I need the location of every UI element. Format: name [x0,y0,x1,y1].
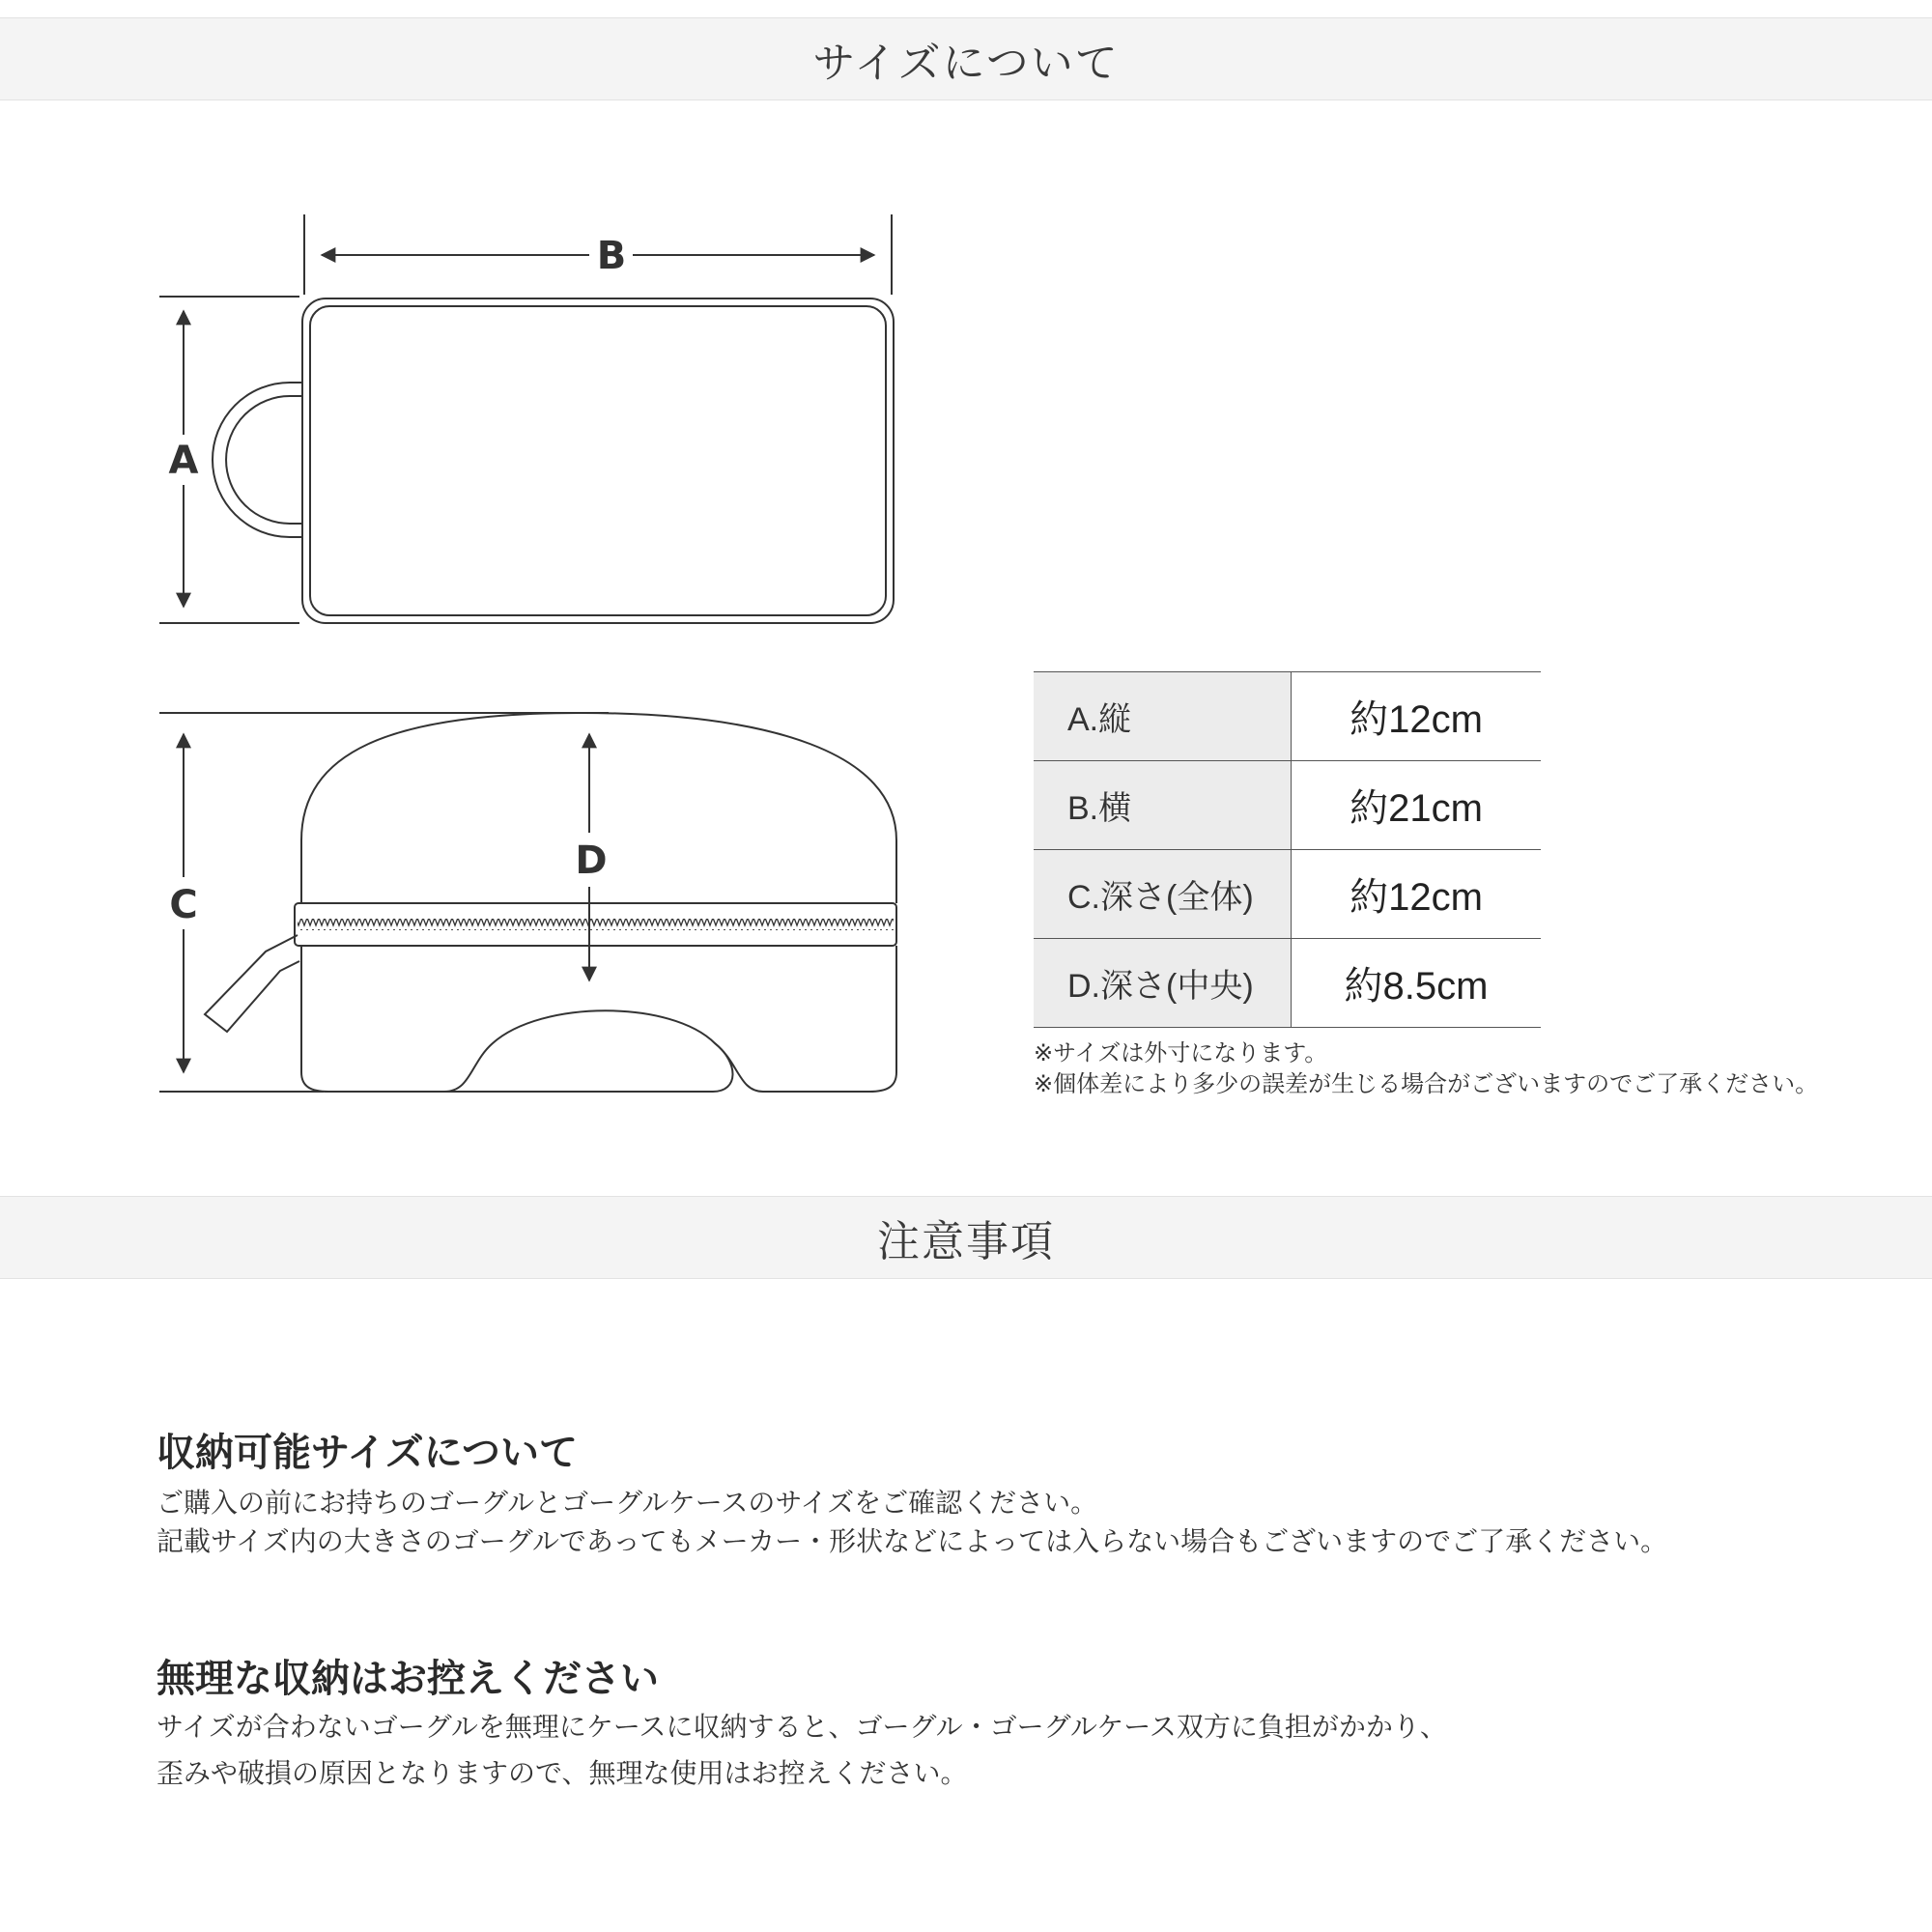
notes-section-title: 注意事項 [877,1217,1055,1266]
size-note-outer: ※サイズは外寸になります。 [1034,1039,1328,1066]
spec-value-a: 約12cm [1292,672,1542,761]
size-note-variance: ※個体差により多少の誤差が生じる場合がございますのでご了承ください。 [1034,1070,1819,1097]
case-outline-outer [302,298,894,623]
case-outline-inner [310,306,886,615]
note-text-force-1: サイズが合わないゴーグルを無理にケースに収納すると、ゴーグル・ゴーグルケース双方に負担がかかり、 [156,1711,1447,1743]
case-dimension-diagram [0,0,966,1159]
side-view [159,713,896,1092]
top-view [159,214,894,623]
spec-key-c: C.深さ(全体) [1034,850,1292,939]
size-section-title: サイズについて [812,39,1120,88]
zipper-pull-tab [205,935,299,1032]
label-a: A [168,439,199,483]
case-lower-shell-right [715,946,896,1092]
label-b: B [596,234,627,278]
spec-key-a: A.縦 [1034,672,1292,761]
spec-value-d: 約8.5cm [1292,939,1542,1028]
note-title-capacity: 収納可能サイズについて [156,1431,578,1475]
table-row [1034,850,1541,939]
note-title-force: 無理な収納はお控えください [156,1657,659,1701]
spec-key-b: B.横 [1034,761,1292,850]
note-text-capacity-2: 記載サイズ内の大きさのゴーグルであってもメーカー・形状などによっては入らない場合もございますのでご了承ください。 [156,1525,1668,1557]
spec-value-c: 約12cm [1292,850,1542,939]
case-lower-shell-left [301,946,733,1092]
note-text-force-2: 歪みや破損の原因となりますので、無理な使用はお控えください。 [156,1757,968,1789]
table-row [1034,761,1541,850]
note-text-capacity-1: ご購入の前にお持ちのゴーグルとゴーグルケースのサイズをご確認ください。 [156,1487,1098,1519]
size-spec-table [1034,671,1541,1028]
table-row [1034,672,1541,761]
label-d: D [575,838,608,883]
table-row [1034,939,1541,1028]
notes-section-heading [0,1196,1932,1279]
spec-key-d: D.深さ(中央) [1034,939,1292,1028]
handle-loop-inner [226,396,302,524]
label-c: C [169,883,198,927]
zipper-teeth [298,919,894,930]
spec-value-b: 約21cm [1292,761,1542,850]
